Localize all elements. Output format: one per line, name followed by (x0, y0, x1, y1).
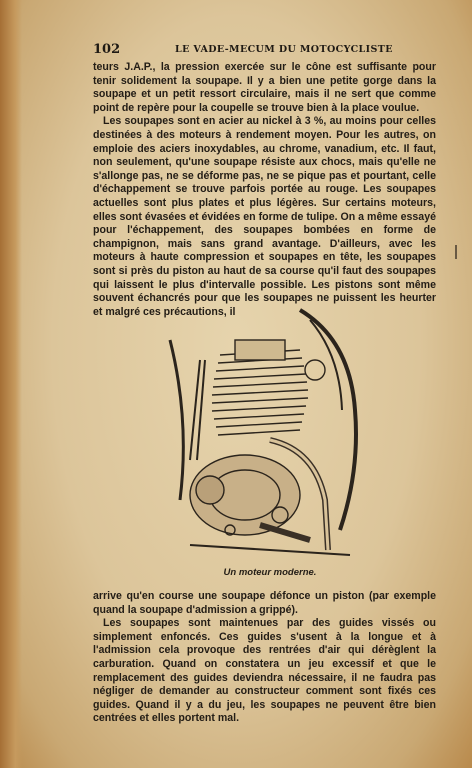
page-number: 102 (93, 42, 121, 57)
paragraph: teurs J.A.P., la pression exercée sur le cône est suffisante pour tenir solidement la soupape. Il y a bien une petite gorge dans la soupape et un petit ressort circulaire, mais il ne sert que comme point de repère pour la coupelle se trouve bien à la place voulue. (93, 61, 436, 114)
running-title: LE VADE-MECUM DU MOTOCYCLISTE (175, 44, 393, 55)
body-text-top (93, 61, 436, 319)
book-spine-shadow (0, 0, 22, 768)
engine-drawing (150, 300, 370, 565)
cylinder-fins (212, 350, 308, 435)
paragraph: Les soupapes sont maintenues par des guides vissés ou simplement enfoncés. Ces guides s'usent à la longue et à l'admission cela provoque des rentrées d'air qui dérèglent la carburation. Quand on constatera un jeu excessif et que le remplacement des guides deviendra nécessaire, il ne faudra pas négliger de demander au constructeur comment sont fixés ces guides. Quand il y a du jeu, les soupapes ne peuvent être bien centrées et elles portent mal. (93, 617, 436, 725)
paragraph: arrive qu'en course une soupape défonce un piston (par exemple quand la soupape d'admission a grippé). (93, 590, 436, 616)
margin-pencil-mark (455, 245, 457, 259)
body-text-bottom (93, 590, 436, 726)
page-header (93, 42, 438, 58)
figure-caption: Un moteur moderne. (223, 567, 317, 578)
paragraph: Les soupapes sont en acier au nickel à 3 %, au moins pour celles destinées à des moteurs à rendement moyen. Pour les autres, on emploie des aciers inoxydables, au chrome, vanadium, etc. Il faut, non seulement, qu'une soupape résiste aux chocs, mais qu'elle ne s'allonge pas, ne se déforme pas, ne se pique pas et pourtant, celle d'échappement se trouve parfois portée au rouge. Les soupapes actuelles sont plus plates et plus légères. Sur certains moteurs, elles sont évasées et évidées en forme de tulipe. On a même essayé pour l'échappement, des soupapes bombées en forme de champignon, mais sans grand avantage. D'ailleurs, avec les moteurs à haute compression et soupapes en tête, les soupapes sont si près du piston au haut de sa course qu'il faut des soupapes qui laissent le plus d'intervalle possible. Les pistons sont même souvent échancrés pour que les soupapes ne puissent les heurter et malgré ces précautions, il (93, 115, 436, 318)
engine-illustration (150, 300, 370, 565)
